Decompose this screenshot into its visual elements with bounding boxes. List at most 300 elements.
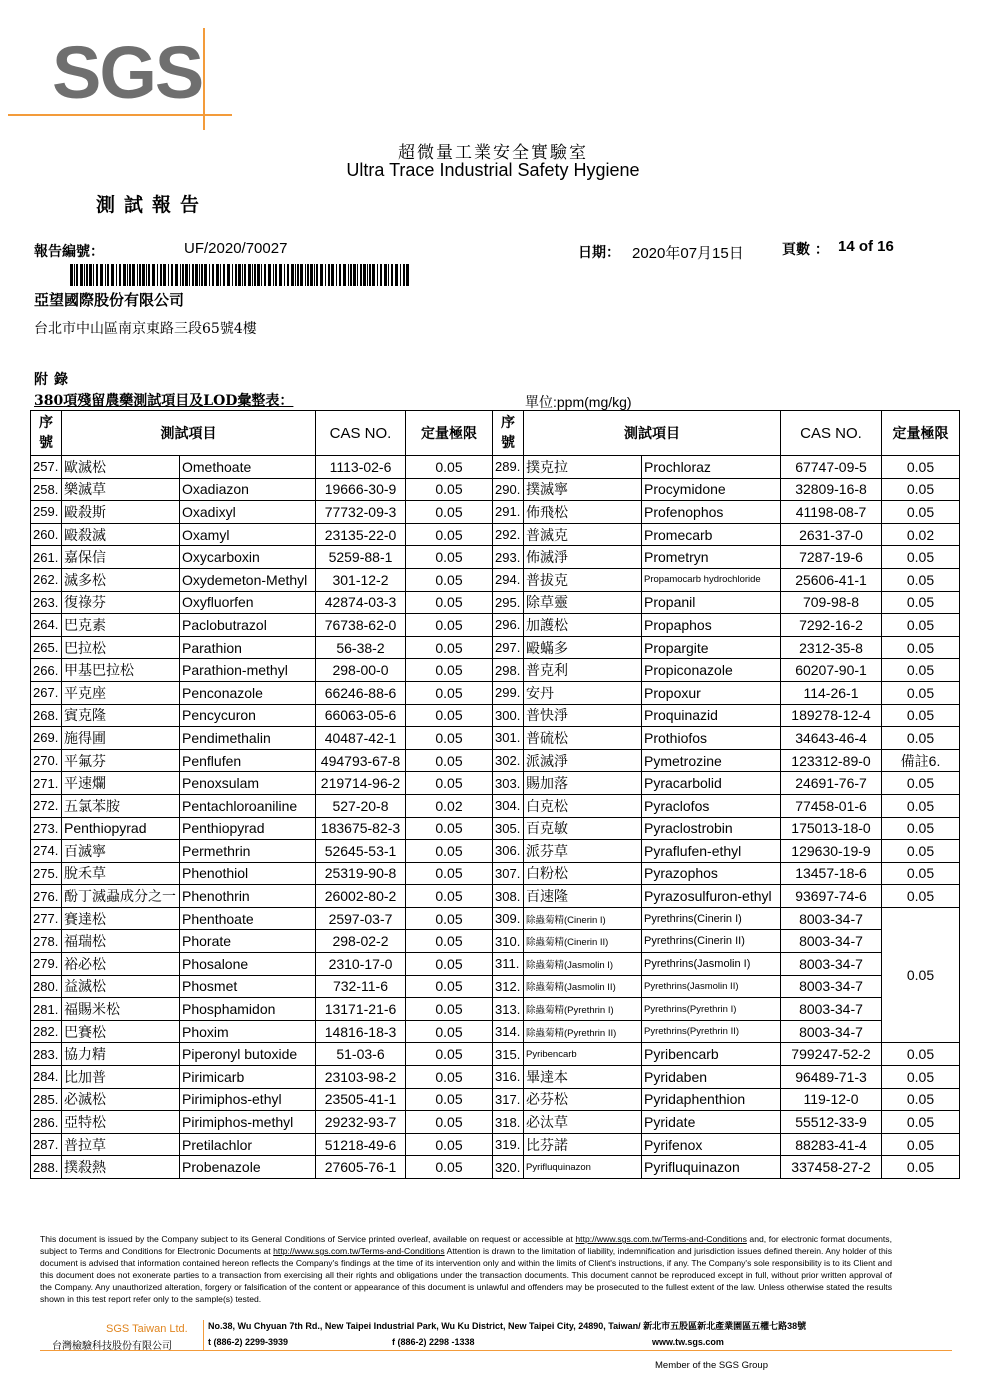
barcode-bar — [248, 264, 251, 286]
pesticide-name-en: Pyrifenox — [642, 1133, 781, 1156]
row-number: 290. — [493, 478, 524, 501]
row-number: 257. — [31, 456, 62, 479]
table-row — [31, 930, 960, 953]
terms-link[interactable]: http://www.sgs.com.tw/Terms-and-Conditions — [575, 1234, 747, 1244]
lod-value: 0.05 — [406, 998, 493, 1021]
cas-number: 93697-74-6 — [781, 885, 882, 908]
table-row — [31, 975, 960, 998]
cas-number: 8003-34-7 — [781, 1020, 882, 1043]
barcode-bar — [182, 264, 184, 286]
barcode-bar — [363, 264, 366, 286]
barcode-bar — [93, 264, 94, 286]
cas-number: 119-12-0 — [781, 1088, 882, 1111]
barcode-bar — [139, 264, 141, 286]
pesticide-name-cn: 酚丁滅蝨成分之一 — [62, 885, 180, 908]
barcode-bar — [295, 264, 296, 286]
lod-value: 0.05 — [406, 953, 493, 976]
terms-link-electronic[interactable]: http://www.sgs.com.tw/Terms-and-Conditions — [273, 1246, 445, 1256]
barcode-bar — [105, 264, 106, 286]
cas-number: 114-26-1 — [781, 681, 882, 704]
lod-value: 0.05 — [406, 523, 493, 546]
table-row — [31, 478, 960, 501]
lod-value: 0.05 — [406, 568, 493, 591]
row-number: 272. — [31, 794, 62, 817]
barcode-bar — [357, 264, 358, 286]
row-number: 267. — [31, 681, 62, 704]
barcode-bar — [360, 264, 362, 286]
pesticide-name-cn: 福瑞松 — [62, 930, 180, 953]
pesticide-name-cn: 加護松 — [524, 614, 642, 637]
pesticide-name-en: Procymidone — [642, 478, 781, 501]
cas-number: 56-38-2 — [316, 636, 406, 659]
pesticide-name-cn: 白粉松 — [524, 862, 642, 885]
lod-value: 0.05 — [406, 885, 493, 908]
pesticide-name-en: Pyrazosulfuron-ethyl — [642, 885, 781, 908]
row-number: 271. — [31, 772, 62, 795]
lod-value: 0.05 — [406, 659, 493, 682]
pesticide-name-cn: 益滅松 — [62, 975, 180, 998]
table-row — [31, 1066, 960, 1089]
header-item: 測試項目 — [62, 411, 316, 456]
row-number: 281. — [31, 998, 62, 1021]
table-row — [31, 681, 960, 704]
pesticide-name-cn: 必汰草 — [524, 1111, 642, 1134]
barcode-bar — [257, 264, 260, 286]
lod-value: 0.05 — [406, 840, 493, 863]
barcode-bar — [223, 264, 225, 286]
pesticide-name-cn: 除蟲菊精(Jasmolin II) — [524, 975, 642, 998]
pesticide-name-cn: 甲基巴拉松 — [62, 659, 180, 682]
barcode-bar — [391, 264, 393, 286]
pesticide-name-cn: 除蟲菊精(Cinerin II) — [524, 930, 642, 953]
pesticide-name-cn: 巴拉松 — [62, 636, 180, 659]
cas-number: 24691-76-7 — [781, 772, 882, 795]
row-number: 268. — [31, 704, 62, 727]
lod-value: 0.05 — [882, 1043, 960, 1066]
barcode-bar — [171, 264, 173, 286]
pesticide-name-en: Oxadixyl — [180, 501, 316, 524]
pesticide-name-cn: 亞特松 — [62, 1111, 180, 1134]
row-number: 285. — [31, 1088, 62, 1111]
row-number: 309. — [493, 907, 524, 930]
pesticide-name-cn: 撲殺熱 — [62, 1156, 180, 1179]
table-row — [31, 1020, 960, 1043]
table-row — [31, 1111, 960, 1134]
pesticide-name-en: Pyribencarb — [642, 1043, 781, 1066]
pesticide-name-cn: 畢達本 — [524, 1066, 642, 1089]
barcode-bar — [168, 264, 169, 286]
company-name: 亞望國際股份有限公司 — [34, 291, 185, 309]
pesticide-name-cn: 嘉保信 — [62, 546, 180, 569]
table-row — [31, 546, 960, 569]
cas-number: 337458-27-2 — [781, 1156, 882, 1179]
table-row — [31, 1043, 960, 1066]
cas-number: 34643-46-4 — [781, 727, 882, 750]
barcode-bar — [325, 264, 326, 286]
table-row — [31, 523, 960, 546]
row-number: 287. — [31, 1133, 62, 1156]
cas-number: 301-12-2 — [316, 568, 406, 591]
row-number: 278. — [31, 930, 62, 953]
barcode-bar — [372, 264, 375, 286]
cas-number: 8003-34-7 — [781, 998, 882, 1021]
pesticide-name-en: Pyrethrins(Cinerin II) — [642, 930, 781, 953]
barcode-bar — [314, 264, 315, 286]
lod-value: 0.05 — [882, 907, 960, 1043]
pesticide-name-en: Permethrin — [180, 840, 316, 863]
row-number: 310. — [493, 930, 524, 953]
pesticide-name-en: Pyraflufen-ethyl — [642, 840, 781, 863]
cas-number: 67747-09-5 — [781, 456, 882, 479]
pesticide-name-en: Pyracarbolid — [642, 772, 781, 795]
pesticide-name-cn: Pyribencarb — [524, 1043, 642, 1066]
pesticide-name-en: Piperonyl butoxide — [180, 1043, 316, 1066]
barcode-bar — [163, 264, 166, 286]
barcode-bar — [264, 264, 266, 286]
lod-value: 0.02 — [406, 794, 493, 817]
lod-value: 0.05 — [882, 1111, 960, 1134]
logo-line-v — [203, 28, 205, 130]
pesticide-name-cn: 普滅克 — [524, 523, 642, 546]
lod-value: 0.05 — [882, 681, 960, 704]
row-number: 291. — [493, 501, 524, 524]
pesticide-name-en: Penconazole — [180, 681, 316, 704]
pesticide-name-en: Pyrifluquinazon — [642, 1156, 781, 1179]
report-no-label: 報告編號： — [34, 244, 104, 260]
barcode-bar — [384, 264, 387, 286]
lod-value: 0.05 — [406, 727, 493, 750]
lod-value: 0.05 — [406, 1088, 493, 1111]
pesticide-name-cn: 撲克拉 — [524, 456, 642, 479]
pesticide-name-cn: Pyrifluquinazon — [524, 1156, 642, 1179]
lod-value: 0.05 — [882, 817, 960, 840]
barcode-bar — [403, 264, 405, 286]
barcode-bar — [201, 264, 203, 286]
row-number: 297. — [493, 636, 524, 659]
pesticide-name-en: Oxydemeton-Methyl — [180, 568, 316, 591]
cas-number: 13457-18-6 — [781, 862, 882, 885]
row-number: 300. — [493, 704, 524, 727]
row-number: 282. — [31, 1020, 62, 1043]
cas-number: 25319-90-8 — [316, 862, 406, 885]
row-number: 296. — [493, 614, 524, 637]
row-number: 307. — [493, 862, 524, 885]
row-number: 303. — [493, 772, 524, 795]
lod-value: 0.05 — [882, 546, 960, 569]
pesticide-name-cn: 百克敏 — [524, 817, 642, 840]
row-number: 266. — [31, 659, 62, 682]
barcode-bar — [369, 264, 371, 286]
barcode-bar — [297, 264, 299, 286]
barcode-bar — [129, 264, 131, 286]
barcode-bar — [152, 264, 155, 286]
cas-number: 732-11-6 — [316, 975, 406, 998]
row-number: 302. — [493, 749, 524, 772]
cas-number: 23103-98-2 — [316, 1066, 406, 1089]
barcode-bar — [400, 264, 401, 286]
lab-name-cn: 超微量工業安全實驗室 — [398, 143, 588, 163]
barcode-bar — [175, 264, 178, 286]
pesticide-name-cn: 毆殺斯 — [62, 501, 180, 524]
barcode-bar — [216, 264, 219, 286]
barcode-bar — [235, 264, 237, 286]
lod-value: 0.05 — [406, 817, 493, 840]
barcode-bar — [238, 264, 241, 286]
pesticide-name-en: Pyrazophos — [642, 862, 781, 885]
pesticide-name-cn: 脫禾草 — [62, 862, 180, 885]
pesticide-name-cn: 賽達松 — [62, 907, 180, 930]
barcode-bar — [76, 264, 78, 286]
pesticide-name-cn: 百速隆 — [524, 885, 642, 908]
lod-value: 0.05 — [882, 568, 960, 591]
pesticide-name-en: Propanil — [642, 591, 781, 614]
pesticide-name-en: Profenophos — [642, 501, 781, 524]
barcode-bar — [70, 264, 73, 286]
barcode-bar — [320, 264, 323, 286]
row-number: 275. — [31, 862, 62, 885]
cas-number: 494793-67-8 — [316, 749, 406, 772]
pesticide-name-en: Phenothiol — [180, 862, 316, 885]
barcode-bar — [244, 264, 246, 286]
table-row — [31, 840, 960, 863]
table-row — [31, 998, 960, 1021]
lod-value: 0.05 — [406, 681, 493, 704]
pesticide-name-cn: 普克利 — [524, 659, 642, 682]
lod-value: 0.05 — [406, 1156, 493, 1179]
pesticide-name-cn: 毆殺滅 — [62, 523, 180, 546]
cas-number: 219714-96-2 — [316, 772, 406, 795]
cas-number: 298-02-2 — [316, 930, 406, 953]
barcode-bar — [123, 264, 126, 286]
row-number: 260. — [31, 523, 62, 546]
cas-number: 51-03-6 — [316, 1043, 406, 1066]
lod-value: 0.05 — [406, 772, 493, 795]
barcode-bar — [142, 264, 145, 286]
cas-number: 55512-33-9 — [781, 1111, 882, 1134]
pesticide-name-en: Propoxur — [642, 681, 781, 704]
table-row — [31, 614, 960, 637]
table-row — [31, 862, 960, 885]
row-number: 315. — [493, 1043, 524, 1066]
table-header-row — [31, 411, 960, 456]
barcode-bar — [254, 264, 256, 286]
sgs-address: No.38, Wu Chyuan 7th Rd., New Taipei Industrial Park, Wu Ku District, New Taipei City, 24890, Taiwan/ 新北市五股區新北產業園區五權七路38號 — [208, 1321, 807, 1331]
cas-number: 23505-41-1 — [316, 1088, 406, 1111]
pesticide-name-en: Propamocarb hydrochloride — [642, 568, 781, 591]
table-row — [31, 659, 960, 682]
pesticide-name-cn: 派滅淨 — [524, 749, 642, 772]
date-label: 日期： — [578, 245, 620, 261]
cas-number: 189278-12-4 — [781, 704, 882, 727]
barcode-bar — [300, 264, 303, 286]
cas-number: 527-20-8 — [316, 794, 406, 817]
cas-number: 29232-93-7 — [316, 1111, 406, 1134]
barcode-bar — [195, 264, 198, 286]
pesticide-table — [30, 410, 960, 1179]
pesticide-name-en: Pyrethrins(Pyrethrin I) — [642, 998, 781, 1021]
barcode-bar — [96, 264, 98, 286]
lod-value: 0.05 — [882, 659, 960, 682]
pesticide-name-cn: Penthiopyrad — [62, 817, 180, 840]
row-number: 295. — [493, 591, 524, 614]
barcode-bar — [107, 264, 109, 286]
pesticide-name-cn: 普硫松 — [524, 727, 642, 750]
barcode-bar — [305, 264, 306, 286]
lod-value: 0.05 — [882, 885, 960, 908]
barcode-bar — [307, 264, 309, 286]
pesticide-name-en: Promecarb — [642, 523, 781, 546]
page-label: 頁數 ： — [782, 242, 829, 258]
pesticide-name-cn: 平氟芬 — [62, 749, 180, 772]
barcode-bar — [336, 264, 337, 286]
appendix-label: 附錄 — [34, 372, 74, 388]
footer-line — [40, 1350, 952, 1351]
pesticide-name-cn: 必滅松 — [62, 1088, 180, 1111]
row-number: 288. — [31, 1156, 62, 1179]
cas-number: 799247-52-2 — [781, 1043, 882, 1066]
cas-number: 7292-16-2 — [781, 614, 882, 637]
pesticide-name-cn: 裕必松 — [62, 953, 180, 976]
pesticide-name-en: Prothiofos — [642, 727, 781, 750]
disclaimer-text: This document is issued by the Company subject to its General Conditions of Service printed overleaf, available on request or accessible at — [40, 1234, 576, 1244]
pesticide-name-en: Probenazole — [180, 1156, 316, 1179]
barcode-bar — [339, 264, 341, 286]
pesticide-name-en: Oxyfluorfen — [180, 591, 316, 614]
cas-number: 709-98-8 — [781, 591, 882, 614]
row-number: 314. — [493, 1020, 524, 1043]
barcode-bar — [406, 264, 409, 286]
pesticide-name-en: Pyridate — [642, 1111, 781, 1134]
barcode-bar — [80, 264, 83, 286]
company-address: 台北市中山區南京東路三段65號4樓 — [34, 321, 257, 337]
pesticide-name-en: Phosmet — [180, 975, 316, 998]
disclaimer-text: and, for electronic format documents, subject to Terms and Conditions for Electronic Documents at — [40, 1234, 892, 1256]
cas-number: 13171-21-6 — [316, 998, 406, 1021]
report-no: UF/2020/70027 — [184, 240, 288, 257]
barcode-bar — [220, 264, 221, 286]
row-number: 298. — [493, 659, 524, 682]
cas-number: 88283-41-4 — [781, 1133, 882, 1156]
pesticide-name-en: Oxadiazon — [180, 478, 316, 501]
table-row — [31, 1156, 960, 1179]
cas-number: 2597-03-7 — [316, 907, 406, 930]
lod-value: 0.05 — [406, 1020, 493, 1043]
pesticide-name-en: Pentachloroaniline — [180, 794, 316, 817]
pesticide-name-cn: 賜加落 — [524, 772, 642, 795]
row-number: 263. — [31, 591, 62, 614]
pesticide-name-en: Propargite — [642, 636, 781, 659]
pesticide-name-en: Omethoate — [180, 456, 316, 479]
pesticide-name-en: Phosphamidon — [180, 998, 316, 1021]
row-number: 277. — [31, 907, 62, 930]
pesticide-name-en: Proquinazid — [642, 704, 781, 727]
report-title: 測試報告 — [96, 194, 209, 216]
barcode-bar — [119, 264, 121, 286]
pesticide-name-en: Pyrethrins(Jasmolin II) — [642, 975, 781, 998]
row-number: 279. — [31, 953, 62, 976]
pesticide-name-cn: 五氯苯胺 — [62, 794, 180, 817]
lod-value: 0.05 — [406, 636, 493, 659]
cas-number: 2631-37-0 — [781, 523, 882, 546]
cas-number: 32809-16-8 — [781, 478, 882, 501]
row-number: 313. — [493, 998, 524, 1021]
barcode-bar — [137, 264, 138, 286]
barcode-bar — [74, 264, 75, 286]
row-number: 262. — [31, 568, 62, 591]
barcode-bar — [84, 264, 85, 286]
lod-value: 0.05 — [406, 1066, 493, 1089]
pesticide-name-cn: 派芬草 — [524, 840, 642, 863]
barcode-bar — [100, 264, 103, 286]
lod-value: 0.05 — [406, 1111, 493, 1134]
pesticide-name-en: Pendimethalin — [180, 727, 316, 750]
lod-value: 0.05 — [882, 456, 960, 479]
header-cas: CAS NO. — [316, 411, 406, 456]
header-cas: CAS NO. — [781, 411, 882, 456]
pesticide-name-cn: 協力精 — [62, 1043, 180, 1066]
lod-value: 0.05 — [882, 636, 960, 659]
row-number: 265. — [31, 636, 62, 659]
row-number: 294. — [493, 568, 524, 591]
logo-line-h — [8, 114, 232, 116]
barcode-bar — [185, 264, 188, 286]
row-number: 276. — [31, 885, 62, 908]
table-row — [31, 456, 960, 479]
cas-number: 60207-90-1 — [781, 659, 882, 682]
cas-number: 14816-18-3 — [316, 1020, 406, 1043]
lod-value: 0.05 — [882, 794, 960, 817]
pesticide-name-cn: 百滅寧 — [62, 840, 180, 863]
table-row — [31, 501, 960, 524]
pesticide-name-cn: 歐滅松 — [62, 456, 180, 479]
pesticide-name-cn: 毆蟎多 — [524, 636, 642, 659]
cas-number: 66246-88-6 — [316, 681, 406, 704]
lab-name-en: Ultra Trace Industrial Safety Hygiene — [346, 160, 640, 180]
table-row — [31, 817, 960, 840]
pesticide-name-cn: 除蟲菊精(Jasmolin I) — [524, 953, 642, 976]
footer-disclaimer — [40, 1233, 892, 1305]
header-no: 序號 — [31, 411, 62, 456]
row-number: 264. — [31, 614, 62, 637]
sgs-fax: f (886-2) 2298 -1338 — [392, 1337, 475, 1347]
barcode-bar — [287, 264, 289, 286]
barcode-bar — [132, 264, 135, 286]
sgs-logo: SGS — [52, 31, 203, 114]
pesticide-name-en: Penoxsulam — [180, 772, 316, 795]
pesticide-name-cn: 撲滅寧 — [524, 478, 642, 501]
lod-value: 0.05 — [882, 840, 960, 863]
pesticide-name-en: Pyraclostrobin — [642, 817, 781, 840]
lod-value: 0.05 — [406, 1043, 493, 1066]
pesticide-name-cn: 除蟲菊精(Pyrethrin II) — [524, 1020, 642, 1043]
barcode-bar — [192, 264, 194, 286]
lod-value: 備註6. — [882, 749, 960, 772]
cas-number: 77458-01-6 — [781, 794, 882, 817]
pesticide-name-en: Phorate — [180, 930, 316, 953]
pesticide-name-en: Penthiopyrad — [180, 817, 316, 840]
header-item: 測試項目 — [524, 411, 781, 456]
pesticide-name-en: Pirimiphos-ethyl — [180, 1088, 316, 1111]
pesticide-name-cn: 平克座 — [62, 681, 180, 704]
table-row — [31, 704, 960, 727]
table-row — [31, 591, 960, 614]
pesticide-name-en: Phoxim — [180, 1020, 316, 1043]
table-row — [31, 794, 960, 817]
row-number: 320. — [493, 1156, 524, 1179]
barcode-bar — [328, 264, 330, 286]
cas-number: 8003-34-7 — [781, 930, 882, 953]
table-row — [31, 727, 960, 750]
